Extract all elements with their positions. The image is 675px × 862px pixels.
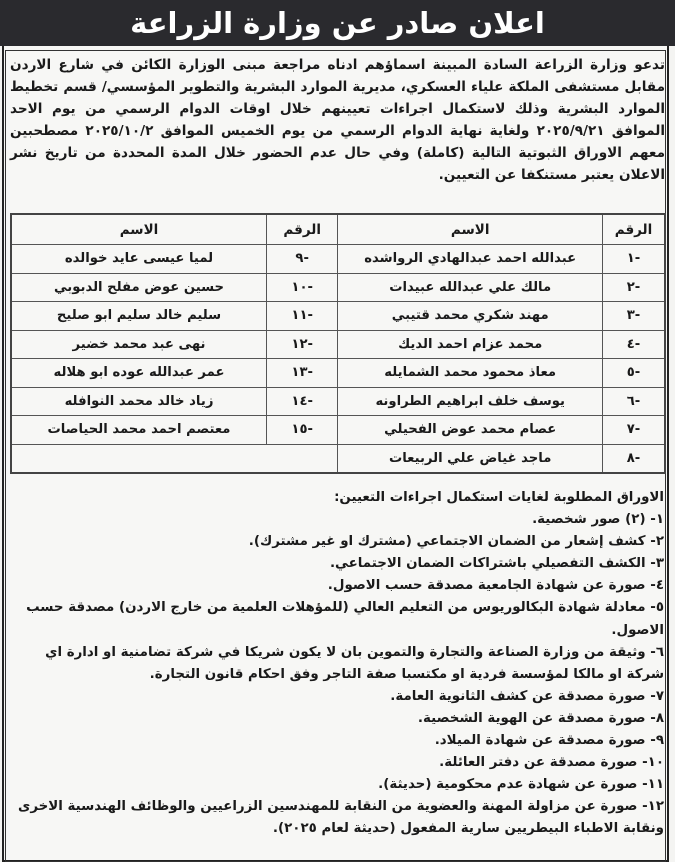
table-row [11,387,665,416]
header-number-1: الرقم [603,214,666,245]
empty-cell [11,444,338,473]
table-row [11,444,665,473]
table-header-row [11,214,665,245]
document-item: ٦- وثيقة من وزارة الصناعة والتجارة والتموين بان لا يكون شريكا في شركة تضامنية او ادارة اي شركة او مالكا لمؤسسة فردية او مكتسبا صفة التاجر وفق احكام قانون التجارة. [45,644,664,682]
intro-paragraph: تدعو وزارة الزراعة السادة المبينة اسماؤهم ادناه مراجعة مبنى الوزارة الكائن في شارع الاردن مقابل مستشفى الملكة علياء العسكري، مديرية الموارد البشرية والتطوير المؤسسي/ قسم تخطيط الموارد البشرية وذلك لاستكمال اجراءات تعيينهم خلال اوقات الدوام الرسمي من يوم الاحد الموافق ٢٠٢٥/٩/٢١ ولغاية نهاية الدوام الرسمي من يوم الخميس الموافق ٢٠٢٥/١٠/٢ مصطحبين معهم الاوراق الثبوتية التالية (كاملة) وفي حال عدم الحضور خلال المدة المحددة من تاريخ نشر الاعلان يعتبر مستنكفا عن التعيين. [10,57,666,183]
row-name: مهند شكري محمد قتيبي [338,302,603,331]
table-row [11,245,665,274]
row-name: حسين عوض مفلح الدبوبي [11,273,267,302]
table-row [11,273,665,302]
document-item: ١١- صورة عن شهادة عدم محكومية (حديثة). [378,777,664,793]
row-number: -٨ [603,444,666,473]
table-row [11,359,665,388]
header-name-2: الاسم [11,214,267,245]
row-name: يوسف خلف ابراهيم الطراونه [338,387,603,416]
row-number: -١٥ [267,416,338,445]
row-name: زياد خالد محمد النوافله [11,387,267,416]
row-name: سليم خالد سليم ابو صليح [11,302,267,331]
row-number: -١ [603,245,666,274]
table-row [11,330,665,359]
row-name: محمد عزام احمد الديك [338,330,603,359]
row-name: مالك علي عبدالله عبيدات [338,273,603,302]
row-name: معاذ محمود محمد الشمايله [338,359,603,388]
document-item: ١٢- صورة عن مزاولة المهنة والعضوية من النقابة للمهندسين الزراعيين والوظائف الهندسية الاخرى ونقابة الاطباء البيطريين سارية المفعول (حديثة لعام ٢٠٢٥). [18,799,664,837]
document-item: ٧- صورة مصدقة عن كشف الثانوية العامة. [390,688,664,704]
announcement-header [0,0,675,46]
document-item: ٣- الكشف التفصيلي باشتراكات الضمان الاجتماعي. [329,556,664,572]
row-number: -١٣ [267,359,338,388]
row-name: نهى عبد محمد خضير [11,330,267,359]
appointees-table [10,213,666,474]
row-number: -٩ [267,245,338,274]
row-number: -١٤ [267,387,338,416]
announcement-title: اعلان صادر عن وزارة الزراعة [130,6,545,40]
row-name: عمر عبدالله عوده ابو هلاله [11,359,267,388]
row-name: ماجد غياض علي الربيعات [338,444,603,473]
document-item: ١٠- صورة مصدقة عن دفتر العائلة. [439,755,664,771]
announcement-body [10,54,665,186]
row-number: -٢ [603,273,666,302]
row-number: -١١ [267,302,338,331]
document-item: ٩- صورة مصدقة عن شهادة الميلاد. [434,733,664,749]
header-number-2: الرقم [267,214,338,245]
row-number: -١٢ [267,330,338,359]
required-documents [10,487,664,841]
row-name: معتصم احمد محمد الحياصات [11,416,267,445]
row-number: -٥ [603,359,666,388]
table-row [11,302,665,331]
row-number: -١٠ [267,273,338,302]
row-name: عبدالله احمد عبدالهادي الرواشده [338,245,603,274]
table-row [11,416,665,445]
row-name: عصام محمد عوض الفحيلي [338,416,603,445]
header-name-1: الاسم [338,214,603,245]
row-number: -٤ [603,330,666,359]
documents-heading: الاوراق المطلوبة لغايات استكمال اجراءات التعيين: [334,490,664,505]
document-item: ٥- معادلة شهادة البكالوريوس من التعليم العالي (للمؤهلات العلمية من خارج الاردن) مصدقة حسب الاصول. [26,600,664,638]
document-item: ٤- صورة عن شهادة الجامعية مصدقة حسب الاصول. [327,578,664,594]
row-number: -٦ [603,387,666,416]
row-number: -٧ [603,416,666,445]
document-item: ١- (٢) صور شخصية. [532,512,664,528]
row-number: -٣ [603,302,666,331]
document-item: ٨- صورة مصدقة عن الهوية الشخصية. [417,710,664,726]
row-name: لميا عيسى عايد خوالده [11,245,267,274]
document-item: ٢- كشف إشعار من الضمان الاجتماعي (مشترك او غير مشترك). [248,534,664,550]
